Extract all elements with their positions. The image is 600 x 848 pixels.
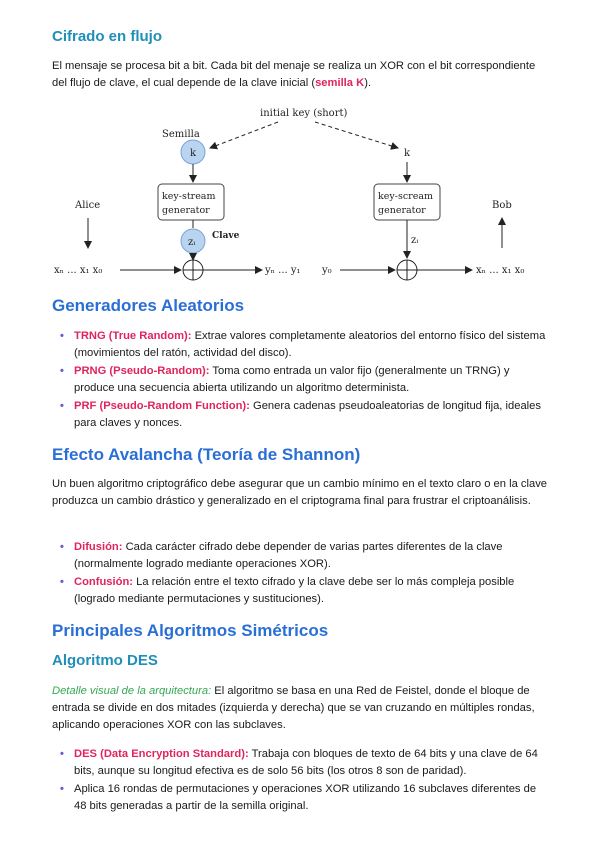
des-list: [52, 746, 550, 816]
x-right-label: xₙ ... x₁ x₀: [476, 265, 525, 276]
alice-label: Alice: [75, 200, 101, 211]
generators-list: [52, 328, 550, 433]
section-title-stream: Cifrado en flujo: [52, 28, 162, 45]
initial-key-label: initial key (short): [260, 108, 348, 119]
svg-text:key-stream: key-stream: [162, 191, 216, 202]
avalanche-intro: Un buen algoritmo criptográfico debe asegurar que un cambio mínimo en el texto claro o en la clave produzca un cambio drástico y generalizado en el criptograma final para frustrar el criptoanálisis.: [52, 478, 548, 507]
section-title-symmetric: Principales Algoritmos Simétricos: [52, 621, 329, 640]
list-item: • DES (Data Encryption Standard): Trabaja con bloques de texto de 64 bits y una clave de 64 bits, aunque su longitud efectiva es de solo 56 bits (los otros 8 son de paridad).: [52, 746, 550, 780]
list-item: • Aplica 16 rondas de permutaciones y operaciones XOR utilizando 16 subclaves diferentes de 48 bits generadas a partir de la semilla original.: [52, 781, 550, 815]
y-out-label: yₙ ... y₁: [265, 265, 301, 276]
svg-text:key-scream: key-scream: [378, 191, 433, 202]
list-item: • PRF (Pseudo-Random Function): Genera cadenas pseudoaleatorias de longitud fija, ideales para claves y nonces.: [52, 398, 550, 432]
list-item: • TRNG (True Random): Extrae valores completamente aleatorios del entorno físico del sistema (movimientos del ratón, actividad del disco).: [52, 328, 550, 362]
svg-text:zᵢ: zᵢ: [188, 237, 196, 248]
section-title-generators: Generadores Aleatorios: [52, 296, 245, 315]
bob-label: Bob: [492, 200, 512, 211]
semilla-highlight: semilla K: [315, 77, 365, 89]
x-left-label: xₙ ... x₁ x₀: [54, 265, 103, 276]
list-item: • PRNG (Pseudo-Random): Toma como entrada un valor fijo (generalmente un TRNG) y produce una secuencia abierta utilizando un algoritmo determinista.: [52, 363, 550, 397]
list-item: • Difusión: Cada carácter cifrado debe depender de varias partes diferentes de la clave (normalmente logrado mediante operaciones XOR).: [52, 539, 550, 573]
section-title-avalanche: Efecto Avalancha (Teoría de Shannon): [52, 445, 361, 464]
seed-k-label: k: [190, 148, 197, 159]
svg-text:generator: generator: [162, 205, 210, 216]
des-intro: Detalle visual de la arquitectura: El algoritmo se basa en una Red de Feistel, donde el bloque de entrada se divide en dos mitades (izquierda y derecha) que se van cruzando en múltiples rondas, aplicando operaciones XOR con las subclaves.: [52, 685, 535, 731]
avalanche-list: [52, 539, 550, 609]
k-right-label: k: [404, 148, 411, 159]
list-item: • Confusión: La relación entre el texto cifrado y la clave debe ser lo más compleja posible (logrado mediante permutaciones y sustituciones).: [52, 574, 550, 608]
subsection-title-des: Algoritmo DES: [52, 652, 158, 669]
y0-label: y₀: [322, 265, 332, 276]
semilla-label: Semilla: [162, 129, 200, 140]
svg-text:zᵢ: zᵢ: [411, 235, 419, 246]
clave-label: Clave: [212, 231, 240, 241]
stream-intro: El mensaje se procesa bit a bit. Cada bit del menaje se realiza un XOR con el bit correspondiente del flujo de clave, el cual depende de la clave inicial (semilla K).: [52, 60, 536, 89]
svg-text:generator: generator: [378, 205, 426, 216]
stream-cipher-diagram: [40, 100, 560, 290]
